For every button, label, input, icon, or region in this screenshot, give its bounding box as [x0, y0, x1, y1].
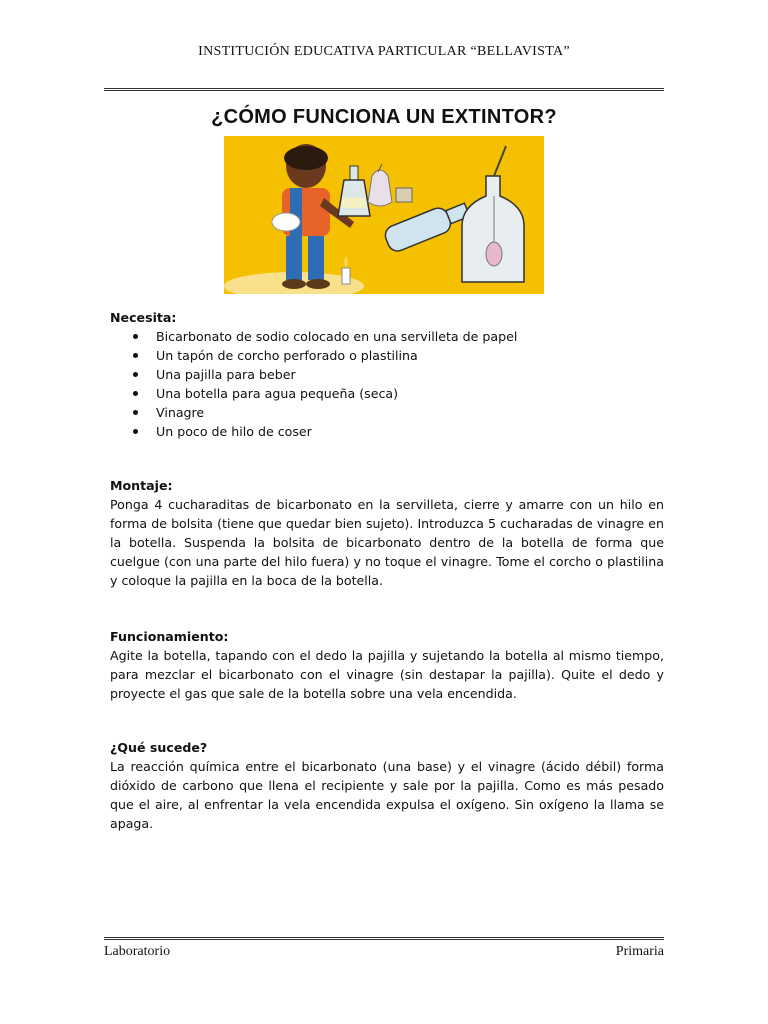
bullet-icon: [133, 372, 138, 377]
list-item-text: Un poco de hilo de coser: [156, 424, 312, 439]
experiment-illustration-svg: [224, 136, 544, 294]
page-title: ¿CÓMO FUNCIONA UN EXTINTOR?: [211, 106, 557, 128]
footer-left: Laboratorio: [104, 944, 171, 959]
funcionamiento-text: Agite la botella, tapando con el dedo la pajilla y sujetando la botella al mismo tiempo, para mezclar el bicarbonato con el vinagre (sin destapar la pajilla). Quite el dedo y proyecte el gas que sale de la botella sobre una vela encendida.: [110, 648, 664, 701]
list-item: [110, 384, 664, 403]
list-item: [110, 422, 664, 441]
footer-right: Primaria: [615, 944, 664, 959]
list-item-text: Una pajilla para beber: [156, 367, 296, 382]
footer-divider: [104, 937, 664, 940]
funcionamiento-label: Funcionamiento:: [110, 629, 229, 644]
funcionamiento-section: [110, 627, 664, 703]
list-item: [110, 365, 664, 384]
sucede-label: ¿Qué sucede?: [110, 740, 208, 755]
institution-header: INSTITUCIÓN EDUCATIVA PARTICULAR “BELLAVISTA”: [198, 44, 570, 59]
cork: [396, 188, 412, 202]
necesita-label: Necesita:: [110, 310, 177, 325]
montaje-label: Montaje:: [110, 478, 173, 493]
sucede-section: [110, 738, 664, 833]
necesita-section: [110, 308, 664, 441]
list-item: [110, 403, 664, 422]
sucede-text: La reacción química entre el bicarbonato (una base) y el vinagre (ácido débil) forma dióxido de carbono que llena el recipiente y sale por la pajilla. Como es más pesado que el aire, al enfrentar la vela encendida expulsa el oxígeno. Sin oxígeno la llama se apaga.: [110, 759, 664, 831]
bullet-icon: [133, 410, 138, 415]
experiment-illustration: [224, 136, 544, 294]
list-item-text: Bicarbonato de sodio colocado en una servilleta de papel: [156, 329, 518, 344]
list-item: [110, 327, 664, 346]
header-divider: [104, 88, 664, 91]
montaje-section: [110, 476, 664, 590]
bullet-icon: [133, 391, 138, 396]
list-item-text: Una botella para agua pequeña (seca): [156, 386, 398, 401]
list-item: [110, 346, 664, 365]
list-item-text: Vinagre: [156, 405, 205, 420]
materials-list: [110, 327, 664, 441]
bullet-icon: [133, 334, 138, 339]
montaje-text: Ponga 4 cucharaditas de bicarbonato en la servilleta, cierre y amarre con un hilo en forma de bolsita (tiene que quedar bien sujeto). Introduzca 5 cucharadas de vinagre en la botella. Suspenda la bolsita de bicarbonato dentro de la botella de forma que cuelgue (con una parte del hilo fuera) y no toque el vinagre. Tome el corcho o plastilina y coloque la pajilla en la boca de la botella.: [110, 497, 664, 588]
bullet-icon: [133, 353, 138, 358]
bullet-icon: [133, 429, 138, 434]
list-item-text: Un tapón de corcho perforado o plastilina: [156, 348, 418, 363]
